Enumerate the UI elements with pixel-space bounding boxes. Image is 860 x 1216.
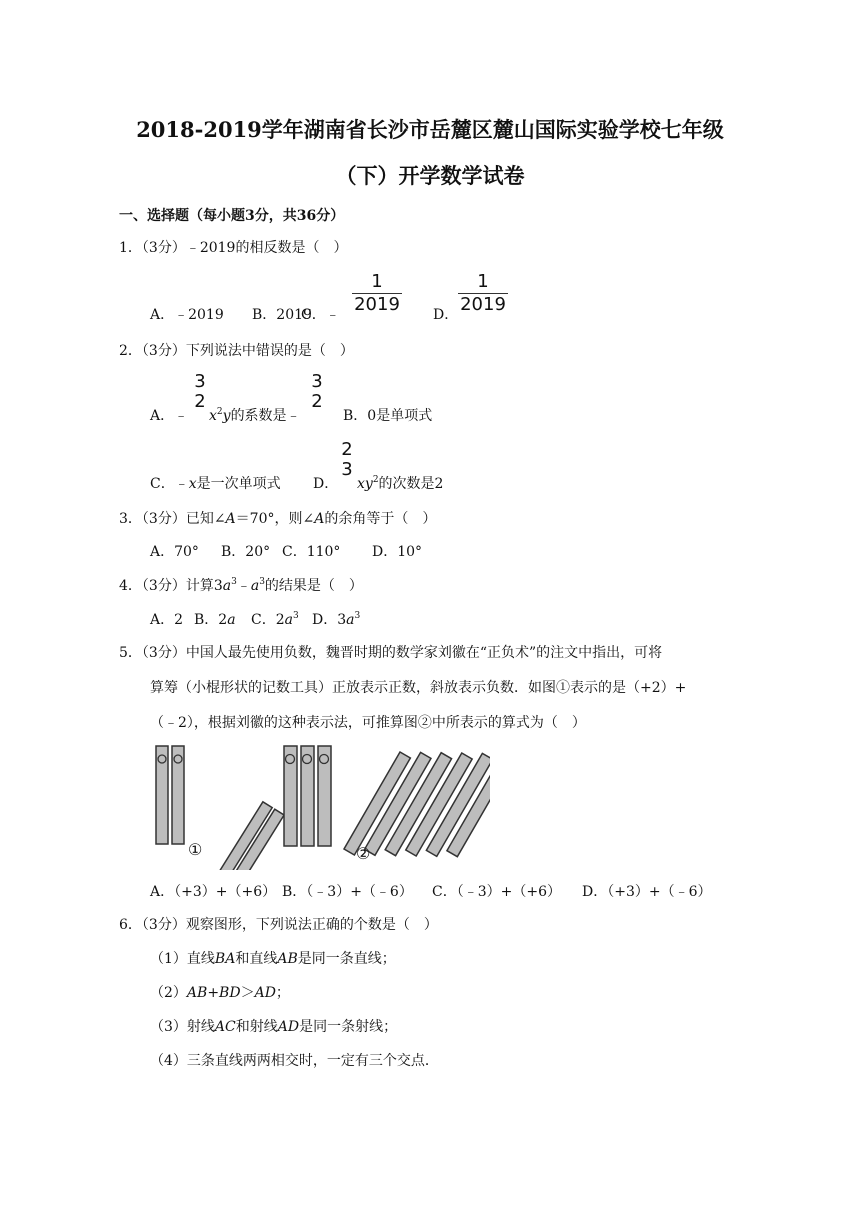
q1-option-c: C．﹣	[301, 307, 340, 323]
title-line-1: 2018-2019学年湖南省长沙市岳麓区麓山国际实验学校七年级	[136, 117, 724, 142]
q4-option-d: D．$3a^3$	[312, 611, 361, 628]
q1-option-d-fraction	[458, 272, 508, 315]
q2-option-d: D．	[313, 476, 339, 492]
q6-statement-4: （4）三条直线两两相交时，一定有三个交点．	[150, 1053, 439, 1069]
q4-option-a: A．2	[150, 612, 184, 628]
q2-a-fraction-2: 3 2	[311, 371, 323, 412]
q4-option-c: C．$2a^3$	[251, 611, 299, 628]
q1-c-denominator: 2019	[354, 294, 400, 315]
q5-option-b: B．（﹣3）+（﹣6）	[282, 884, 413, 900]
q2-option-b: B．0是单项式	[343, 408, 433, 424]
q5-line-3: （﹣2），根据刘徽的这种表示法，可推算图②中所表示的算式为（ ）	[150, 715, 586, 731]
q3-option-b: B．20°	[221, 544, 271, 560]
q3-option-c: C．110°	[282, 544, 341, 560]
q2-a-fraction: 3 2	[194, 371, 206, 412]
q4-stem: 4．（3分）计算$3a^3﹣a^3$的结果是（ ）	[119, 577, 363, 594]
q1-option-b: B．2019	[252, 307, 312, 323]
q6-statement-2: （2）AB+BD＞AD；	[150, 985, 290, 1001]
q1-d-denominator: 2019	[460, 294, 506, 315]
q1-d-numerator: 1	[477, 271, 489, 292]
fig2-upright-rods	[284, 746, 331, 846]
q5-option-d: D．（+3）+（﹣6）	[582, 884, 712, 900]
q5-option-a: A．（+3）+（+6）	[150, 884, 277, 900]
q2-option-d-text: $xy^2$的次数是2	[357, 475, 444, 492]
q1-option-a: A．﹣2019	[150, 307, 224, 323]
q2-stem: 2．（3分）下列说法中错误的是（ ）	[119, 343, 354, 359]
fig1-upright-rods	[156, 746, 184, 844]
q5-option-c: C．（﹣3）+（+6）	[432, 884, 561, 900]
q1-option-d: D．	[433, 307, 459, 323]
q4-option-b: B．2a	[194, 612, 236, 628]
q3-stem: 3．（3分）已知∠A＝70°，则∠A的余角等于（ ）	[119, 511, 437, 527]
q2-option-c: C．﹣x是一次单项式	[150, 476, 281, 492]
q1-c-numerator: 1	[371, 271, 383, 292]
q3-option-d: D．10°	[372, 544, 423, 560]
q5-line-2: 算筹（小棍形状的记数工具）正放表示正数，斜放表示负数．如图①表示的是（+2）+	[150, 680, 687, 696]
q6-statement-1: （1）直线BA和直线AB是同一条直线；	[150, 951, 396, 967]
fig1-slanted-rods	[212, 802, 284, 870]
q5-line-1: 5．（3分）中国人最先使用负数，魏晋时期的数学家刘徽在“正负术”的注文中指出，可将	[119, 645, 663, 661]
q1-option-c-fraction	[352, 272, 402, 315]
q6-statement-3: （3）射线AC和射线AD是同一条射线；	[150, 1019, 398, 1035]
q6-stem: 6．（3分）观察图形，下列说法正确的个数是（ ）	[119, 917, 438, 933]
section-heading: 一、选择题（每小题3分，共36分）	[119, 208, 345, 224]
q3-option-a: A．70°	[150, 544, 199, 560]
q2-option-a: A．﹣	[150, 408, 189, 424]
q1-stem: 1．（3分）﹣2019的相反数是（ ）	[119, 240, 348, 256]
title-line-2: （下）开学数学试卷	[335, 163, 525, 188]
q2-d-fraction: 2 3	[341, 439, 353, 480]
q2-option-a-text: $x^2y$的系数是﹣	[209, 407, 301, 424]
q5-fig2-label: ②	[356, 844, 371, 863]
q5-fig1-label: ①	[188, 840, 203, 859]
